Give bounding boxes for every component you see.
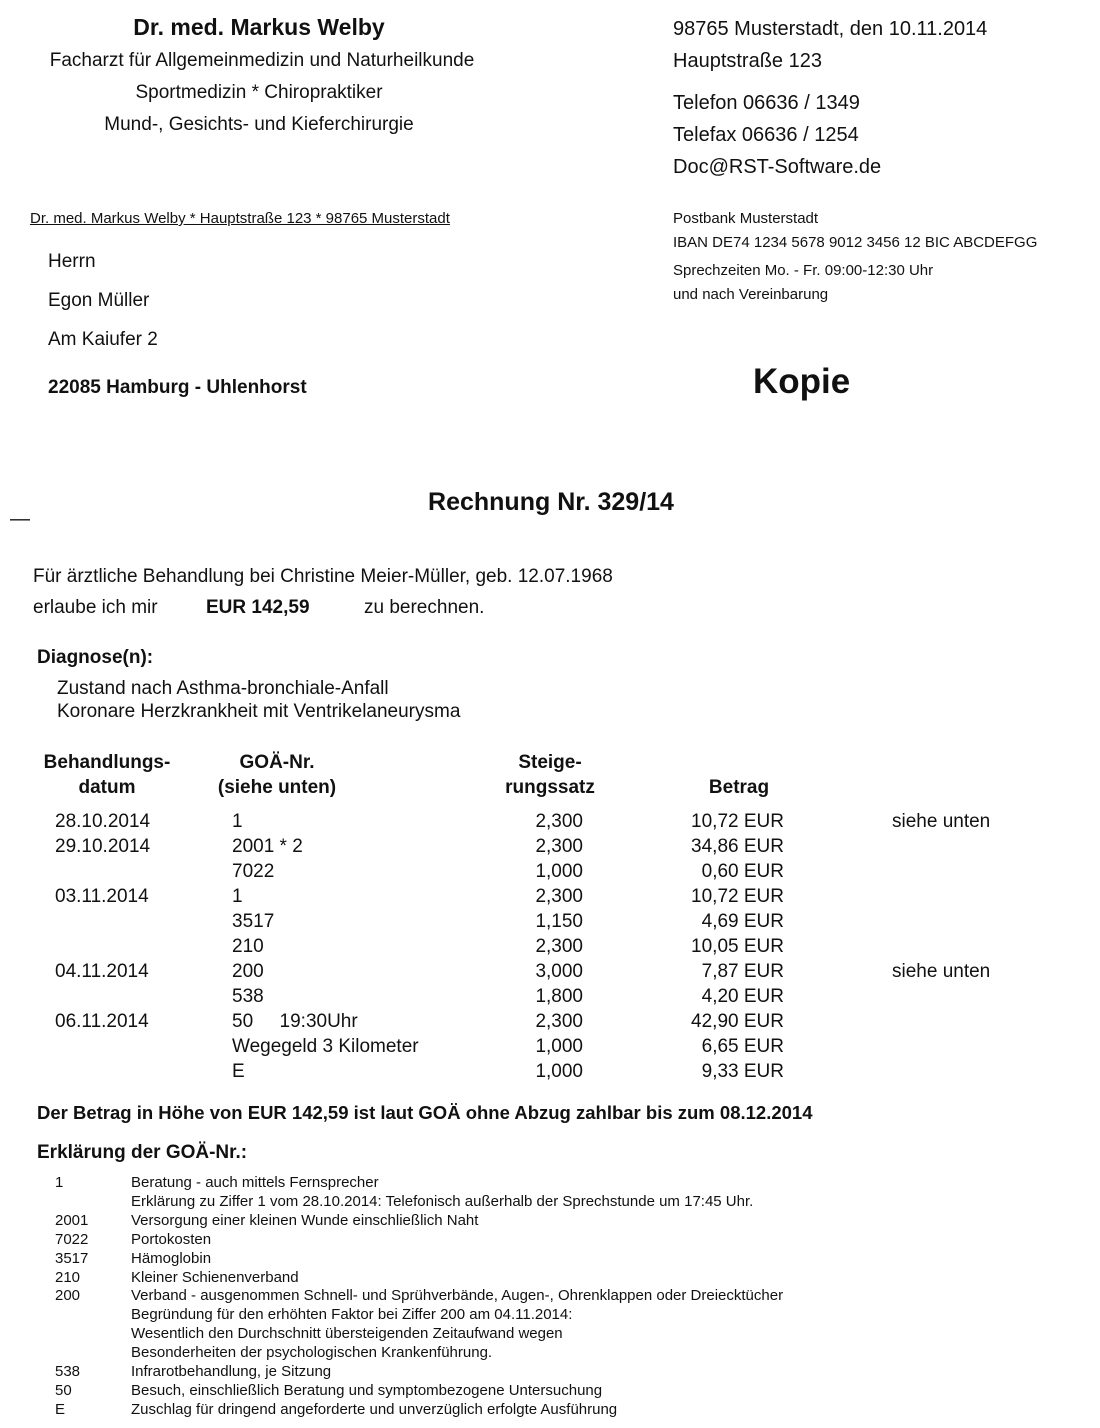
cell-amount: 4,20 EUR — [701, 986, 784, 1007]
cell-amount: 7,87 EUR — [701, 961, 784, 982]
invoice-title: Rechnung Nr. 329/14 — [428, 488, 674, 516]
explanation-code: 3517 — [55, 1249, 89, 1267]
cell-date: 03.11.2014 — [55, 886, 149, 907]
cell-goa: 7022 — [232, 861, 275, 882]
explanation-code: 1 — [55, 1174, 64, 1191]
cell-factor: 2,300 — [535, 836, 583, 857]
cell-goa: 210 — [232, 936, 264, 957]
cell-goa: 1 — [232, 886, 243, 907]
cell-goa: 2001 * 2 — [232, 836, 303, 857]
place-date: 98765 Musterstadt, den 10.11.2014 — [673, 18, 988, 40]
cell-date: 06.11.2014 — [55, 1011, 149, 1032]
recipient-salutation: Herrn — [48, 251, 96, 272]
office-hours-2: und nach Vereinbarung — [673, 286, 829, 303]
explanation-text: Erklärung zu Ziffer 1 vom 28.10.2014: Telefonisch außerhalb der Sprechstunde um 17:45 Uhr. — [131, 1192, 754, 1210]
header-date-2: datum — [78, 777, 136, 798]
cell-amount: 10,72 EUR — [691, 886, 784, 907]
recipient-street: Am Kaiufer 2 — [48, 329, 158, 350]
specialty-line-1: Facharzt für Allgemeinmedizin und Naturheilkunde — [49, 50, 475, 71]
cell-factor: 2,300 — [535, 811, 583, 832]
explanation-text: Portokosten — [131, 1230, 212, 1248]
cell-goa: 1 — [232, 811, 243, 832]
cell-goa: 200 — [232, 961, 264, 982]
cell-date: 28.10.2014 — [55, 811, 151, 832]
intro-line: Für ärztliche Behandlung bei Christine Meier-Müller, geb. 12.07.1968 — [33, 566, 613, 587]
doctor-name: Dr. med. Markus Welby — [133, 14, 385, 40]
cell-goa: E — [232, 1061, 245, 1082]
cell-factor: 2,300 — [535, 936, 583, 957]
payment-note: Der Betrag in Höhe von EUR 142,59 ist laut GOÄ ohne Abzug zahlbar bis zum 08.12.2014 — [37, 1102, 813, 1123]
explanation-text: Wesentlich den Durchschnitt übersteigenden Zeitaufwand wegen — [131, 1325, 563, 1343]
explanation-text: Kleiner Schienenverband — [131, 1268, 299, 1286]
diagnosis-item: Koronare Herzkrankheit mit Ventrikelaneurysma — [57, 701, 461, 722]
explanation-code: E — [55, 1400, 66, 1418]
intro-amount: EUR 142,59 — [206, 597, 310, 618]
cell-amount: 0,60 EUR — [701, 861, 784, 882]
fax: Telefax 06636 / 1254 — [673, 124, 859, 146]
explanation-code: 210 — [55, 1268, 81, 1286]
explanation-code: 2001 — [55, 1211, 89, 1229]
header-goa-1: GOÄ-Nr. — [239, 752, 315, 773]
cell-factor: 1,150 — [535, 911, 583, 932]
header-factor-2: rungssatz — [505, 777, 595, 798]
copy-label: Kopie — [753, 362, 851, 401]
diagnosis-heading: Diagnose(n): — [37, 647, 154, 668]
cell-factor: 3,000 — [535, 961, 583, 982]
explanation-text: Versorgung einer kleinen Wunde einschließlich Naht — [131, 1211, 479, 1229]
cell-factor: 1,000 — [535, 1061, 583, 1082]
header-goa-2: (siehe unten) — [217, 777, 337, 798]
diagnosis-item: Zustand nach Asthma-bronchiale-Anfall — [57, 678, 389, 699]
cell-amount: 9,33 EUR — [701, 1061, 784, 1082]
intro-suffix: zu berechnen. — [364, 597, 485, 618]
recipient-city: 22085 Hamburg - Uhlenhorst — [48, 377, 307, 398]
cell-factor: 1,000 — [535, 1036, 583, 1057]
cell-note: siehe unten — [892, 811, 991, 832]
fold-mark: — — [10, 508, 30, 530]
explanation-text: Zuschlag für dringend angeforderte und unverzüglich erfolgte Ausführung — [131, 1400, 618, 1418]
explanation-text: Besuch, einschließlich Beratung und symptombezogene Untersuchung — [131, 1381, 603, 1399]
cell-goa: 50 19:30Uhr — [232, 1011, 358, 1032]
phone: Telefon 06636 / 1349 — [673, 92, 860, 114]
header-date-1: Behandlungs- — [43, 752, 171, 773]
cell-goa: 3517 — [232, 911, 275, 932]
cell-goa: Wegegeld 3 Kilometer — [232, 1036, 419, 1057]
bank-name: Postbank Musterstadt — [673, 210, 819, 227]
specialty-line-3: Mund-, Gesichts- und Kieferchirurgie — [104, 114, 414, 135]
explanation-code: 538 — [55, 1363, 81, 1380]
cell-factor: 1,000 — [535, 861, 583, 882]
cell-note: siehe unten — [892, 961, 991, 982]
explanation-heading: Erklärung der GOÄ-Nr.: — [37, 1142, 248, 1163]
cell-amount: 42,90 EUR — [691, 1011, 784, 1032]
sender-line: Dr. med. Markus Welby * Hauptstraße 123 * 98765 Musterstadt — [30, 210, 450, 227]
header-factor-1: Steige- — [518, 752, 582, 773]
cell-factor: 2,300 — [535, 886, 583, 907]
bank-iban: IBAN DE74 1234 5678 9012 3456 12 BIC ABCDEFGG — [673, 234, 1038, 251]
explanation-text: Besonderheiten der psychologischen Krankenführung. — [131, 1344, 493, 1362]
header-amount: Betrag — [708, 777, 770, 798]
explanation-text: Begründung für den erhöhten Faktor bei Ziffer 200 am 04.11.2014: — [131, 1306, 573, 1324]
email: Doc@RST-Software.de — [673, 156, 882, 178]
intro-prefix: erlaube ich mir — [33, 597, 158, 618]
street: Hauptstraße 123 — [673, 50, 822, 72]
cell-amount: 6,65 EUR — [701, 1036, 784, 1057]
office-hours-1: Sprechzeiten Mo. - Fr. 09:00-12:30 Uhr — [673, 262, 934, 279]
cell-date: 29.10.2014 — [55, 836, 151, 857]
explanation-code: 200 — [55, 1287, 81, 1305]
cell-amount: 10,72 EUR — [691, 811, 784, 832]
cell-amount: 10,05 EUR — [691, 936, 784, 957]
explanation-text: Beratung - auch mittels Fernsprecher — [131, 1174, 379, 1191]
explanation-text: Infrarotbehandlung, je Sitzung — [131, 1363, 332, 1380]
cell-amount: 4,69 EUR — [701, 911, 784, 932]
cell-factor: 1,800 — [535, 986, 583, 1007]
cell-goa: 538 — [232, 986, 264, 1007]
explanation-text: Hämoglobin — [131, 1249, 212, 1267]
cell-amount: 34,86 EUR — [691, 836, 784, 857]
cell-date: 04.11.2014 — [55, 961, 149, 982]
specialty-line-2: Sportmedizin * Chiropraktiker — [135, 82, 383, 103]
explanation-code: 50 — [55, 1381, 72, 1399]
explanation-text: Verband - ausgenommen Schnell- und Sprühverbände, Augen-, Ohrenklappen oder Dreiecktücher — [131, 1287, 784, 1305]
recipient-name: Egon Müller — [48, 290, 150, 311]
explanation-code: 7022 — [55, 1230, 89, 1248]
cell-factor: 2,300 — [535, 1011, 583, 1032]
